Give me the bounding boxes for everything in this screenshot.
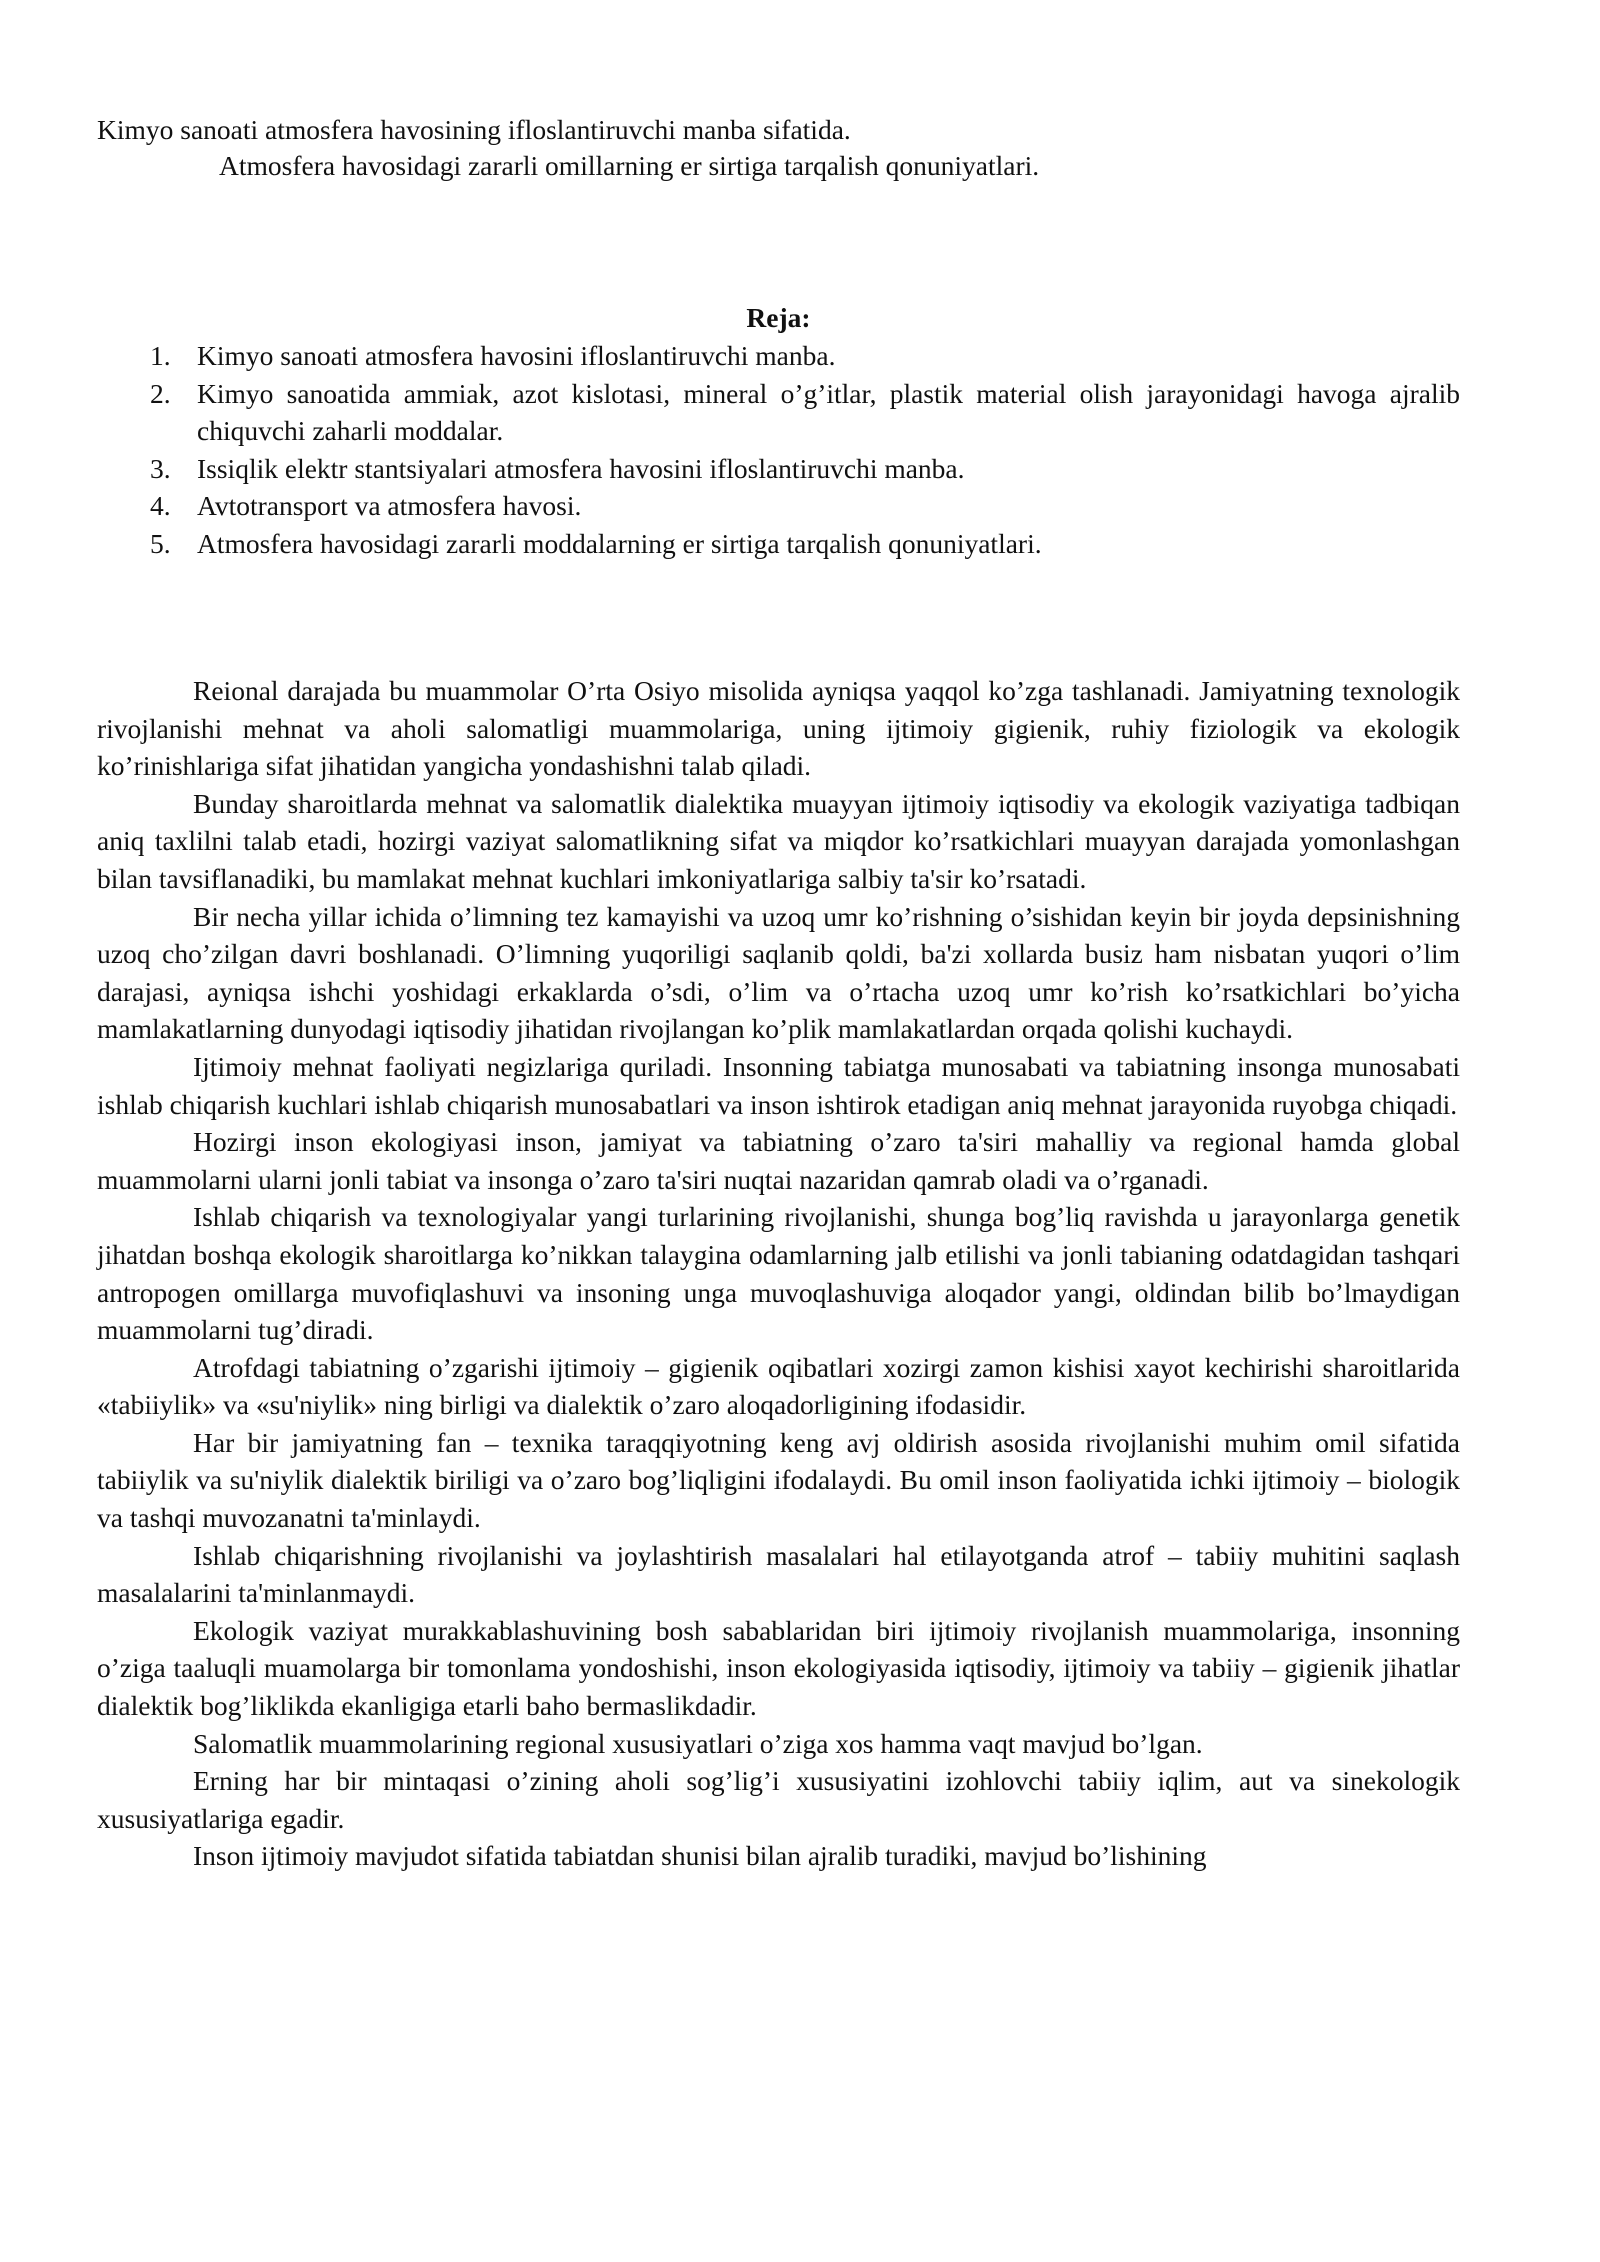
plan-item-text: Kimyo sanoatida ammiak, azot kislotasi, mineral o’g’itlar, plastik material olish jarayonidagi havoga ajralib chiquvchi zaharli moddalar. (197, 377, 1460, 447)
body-paragraph: Erning har bir mintaqasi o’zining aholi sog’lig’i xususiyatini izohlovchi tabiiy iqlim, aut va sinekologik xususiyatlariga egadir. (97, 1765, 1460, 1834)
body-paragraph: Inson ijtimoiy mavjudot sifatida tabiatdan shunisi bilan ajralib turadiki, mavjud bo’lishining (193, 1840, 1207, 1872)
body-paragraph: Har bir jamiyatning fan – texnika taraqqiyotning keng avj oldirish asosida rivojlanishi muhim omil sifatida tabiiylik va su'niylik dialektik biriligi va o’zaro bog’liqligini ifodalaydi. Bu omil inson faoliyatida ichki ijtimoiy – biologik va tashqi muvozanatni ta'minlaydi. (97, 1426, 1460, 1534)
body-paragraph: Bir necha yillar ichida o’limning tez kamayishi va uzoq umr ko’rishning o’sishidan keyin bir joyda depsinishning uzoq cho’zilgan davri boshlanadi. O’limning yuqoriligi saqlanib qoldi, ba'zi xollarda busiz ham nisbatan yuqori o’lim darajasi, ayniqsa ishchi yoshidagi erkaklarda o’sdi, o’lim va o’rtacha uzoq umr ko’rish ko’rsatkichlari bo’yicha mamlakatlarning dunyodagi iqtisodiy jihatidan rivojlangan ko’plik mamlakatlardan orqada qolishi kuchaydi. (97, 900, 1460, 1045)
body-paragraph: Ishlab chiqarishning rivojlanishi va joylashtirish masalalari hal etilayotganda atrof – tabiiy muhitini saqlash masalalarini ta'minlanmaydi. (97, 1539, 1460, 1609)
plan-item-text: Avtotransport va atmosfera havosi. (197, 490, 582, 522)
plan-item (97, 337, 1460, 375)
plan-list (97, 337, 1460, 563)
plan-heading: Reja: (746, 302, 811, 333)
body-paragraph: Bunday sharoitlarda mehnat va salomatlik dialektika muayyan ijtimoiy iqtisodiy va ekologik vaziyatiga tadbiqan aniq taxlilni talab etadi, hozirgi vaziyat salomatlikning sifat va miqdor ko’rsatkichlari muayyan darajada yomonlashgan bilan tavsiflanadiki, bu mamlakat mehnat kuchlari imkoniyatlariga salbiy ta'sir ko’rsatadi. (97, 787, 1460, 894)
body-paragraph: Ijtimoiy mehnat faoliyati negizlariga quriladi. Insonning tabiatga munosabati va tabiatning insonga munosabati ishlab chiqarish kuchlari ishlab chiqarish munosabatlari va inson ishtirok etadigan aniq mehnat jarayonida ruyobga chiqadi. (97, 1050, 1460, 1120)
body-text (97, 672, 1460, 1875)
document-title-line-1: Kimyo sanoati atmosfera havosining ifloslantiruvchi manba sifatida. (97, 114, 851, 145)
body-paragraph: Ishlab chiqarish va texnologiyalar yangi turlarining rivojlanishi, shunga bog’liq ravishda u jarayonlarga genetik jihatdan boshqa ekologik sharoitlarga ko’nikkan talaygina odamlarning jalb etilishi va jonli tabianing odatdagidan tashqari antropogen omillarga muvofiqlashuvi va insoning unga muvoqlashuviga aloqador yangi, oldindan bilib bo’lmaydigan muammolarni tug’diradi. (97, 1201, 1460, 1346)
document-page (97, 112, 1460, 1872)
plan-item-number: 2. (150, 377, 171, 409)
plan-item (97, 525, 1460, 563)
plan-item (97, 375, 1460, 450)
plan-item-text: Issiqlik elektr stantsiyalari atmosfera havosini ifloslantiruvchi manba. (197, 452, 965, 484)
plan-item-text: Kimyo sanoati atmosfera havosini ifloslantiruvchi manba. (197, 340, 836, 371)
plan-item-number: 4. (150, 490, 171, 522)
plan-item-number: 5. (150, 527, 171, 559)
plan-item-number: 1. (150, 340, 171, 371)
body-paragraph: Hozirgi inson ekologiyasi inson, jamiyat va tabiatning o’zaro ta'siri mahalliy va regional hamda global muammolarni ularni jonli tabiat va insonga o’zaro ta'siri nuqtai nazaridan qamrab oladi va o’rganadi. (97, 1126, 1460, 1195)
plan-item-number: 3. (150, 452, 171, 484)
body-paragraph: Atrofdagi tabiatning o’zgarishi ijtimoiy – gigienik oqibatlari xozirgi zamon kishisi xayot kechirishi sharoitlarida «tabiiylik» va «su'niylik» ning birligi va dialektik o’zaro aloqadorligining ifodasidir. (97, 1351, 1460, 1421)
body-paragraph: Reional darajada bu muammolar O’rta Osiyo misolida ayniqsa yaqqol ko’zga tashlanadi. Jamiyatning texnologik rivojlanishi mehnat va aholi salomatligi muammolariga, uning ijtimoiy gigienik, ruhiy fiziologik va ekologik ko’rinishlariga sifat jihatidan yangicha yondashishni talab qiladi. (97, 675, 1460, 782)
plan-item (97, 450, 1460, 488)
plan-item (97, 487, 1460, 525)
body-paragraph: Ekologik vaziyat murakkablashuvining bosh sabablaridan biri ijtimoiy rivojlanish muammolariga, insonning o’ziga taaluqli muamolarga bir tomonlama yondoshishi, inson ekologiyasida iqtisodiy, ijtimoiy va tabiiy – gigienik jihatlar dialektik bog’liklikda ekanligiga etarli baho bermaslikdadir. (97, 1614, 1460, 1722)
plan-item-text: Atmosfera havosidagi zararli moddalarning er sirtiga tarqalish qonuniyatlari. (197, 527, 1042, 559)
document-title-line-2: Atmosfera havosidagi zararli omillarning er sirtiga tarqalish qonuniyatlari. (219, 150, 1040, 181)
body-paragraph: Salomatlik muammolarining regional xususiyatlari o’ziga xos hamma vaqt mavjud bo’lgan. (193, 1727, 1203, 1759)
